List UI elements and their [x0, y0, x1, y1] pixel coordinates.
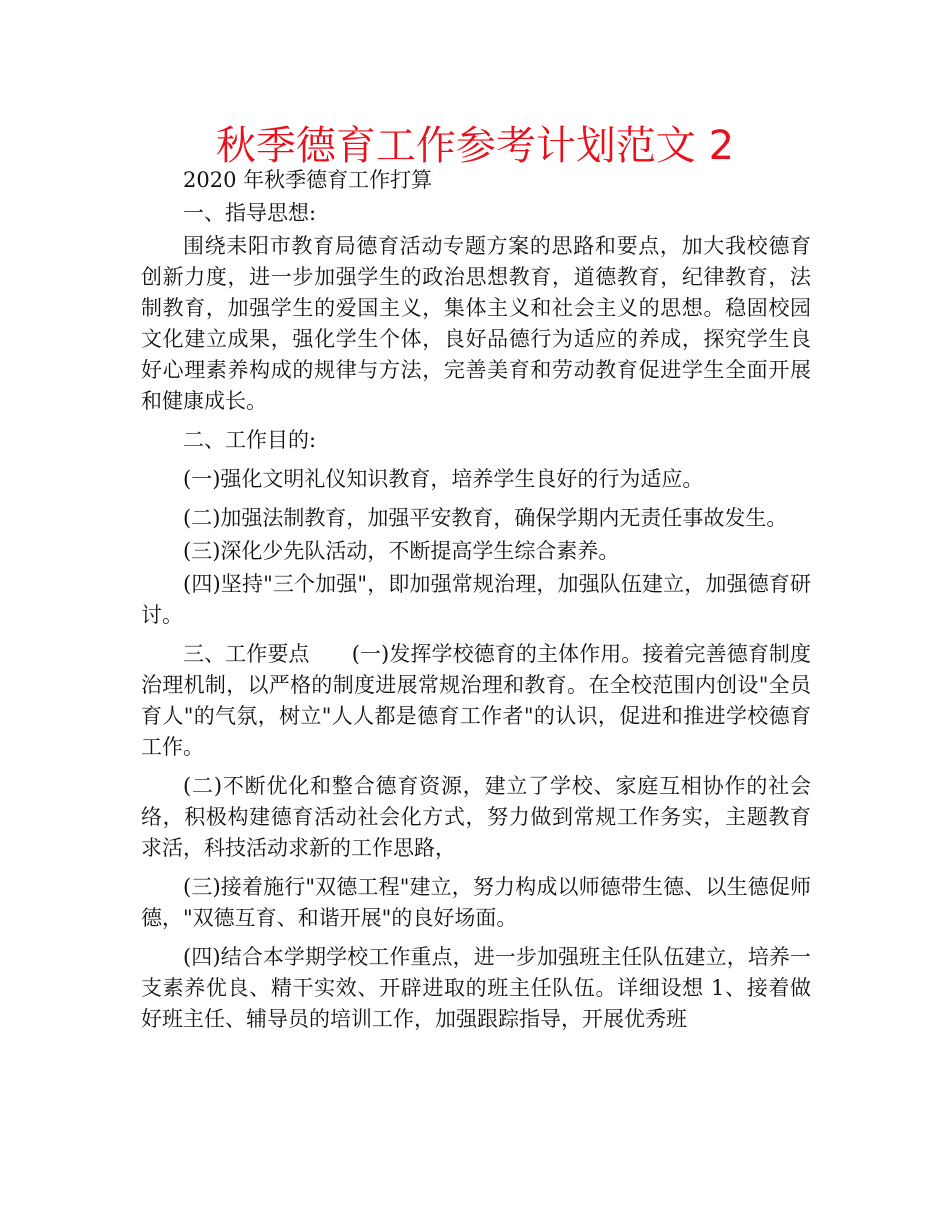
paragraph-point-2: (二)不断优化和整合德育资源，建立了学校、家庭互相协作的社会络，积极构建德育活动社会化方式，努力做到常规工作务实，主题教育求活，科技活动求新的工作思路， — [141, 774, 811, 860]
paragraph-section-2-heading: 二、工作目的: — [183, 428, 317, 452]
paragraph-goal-4: (四)坚持"三个加强"，即加强常规治理，加强队伍建立，加强德育研讨。 — [141, 572, 811, 627]
paragraph-section-1-heading: 一、指导思想: — [183, 201, 317, 225]
paragraph-goal-3: (三)深化少先队活动，不断提高学生综合素养。 — [183, 539, 620, 563]
paragraph-section-3-point-1: 三、工作要点 (一)发挥学校德育的主体作用。接着完善德育制度治理机制，以严格的制度进展常规治理和教育。在全校范围内创设"全员育人"的气氛，树立"人人都是德育工作者"的认识，促进和推进学校德育工作。 — [141, 642, 811, 759]
paragraph-goal-1: (一)强化文明礼仪知识教育，培养学生良好的行为适应。 — [183, 467, 704, 491]
paragraph-point-4: (四)结合本学期学校工作重点，进一步加强班主任队伍建立，培养一支素养优良、精干实效、开辟进取的班主任队伍。详细设想 1、接着做好班主任、辅导员的培训工作，加强跟踪指导，开展优秀班 — [141, 945, 811, 1031]
paragraph-point-3: (三)接着施行"双德工程"建立，努力构成以师德带生德、以生德促师德，"双德互育、和谐开展"的良好场面。 — [141, 875, 811, 930]
paragraph-guiding-thought: 围绕耒阳市教育局德育活动专题方案的思路和要点，加大我校德育创新力度，进一步加强学生的政治思想教育，道德教育，纪律教育，法制教育，加强学生的爱国主义，集体主义和社会主义的思想。稳固校园文化建立成果，强化学生个体，良好品德行为适应的养成，探究学生良好心理素养构成的规律与方法，完善美育和劳动教育促进学生全面开展和健康成长。 — [141, 234, 811, 413]
document-title: 秋季德育工作参考计划范文 2 — [215, 123, 735, 169]
paragraph-goal-2: (二)加强法制教育，加强平安教育，确保学期内无责任事故发生。 — [183, 506, 788, 530]
document-body — [141, 165, 811, 1035]
paragraph-plan-heading: 2020 年秋季德育工作打算 — [183, 168, 433, 192]
